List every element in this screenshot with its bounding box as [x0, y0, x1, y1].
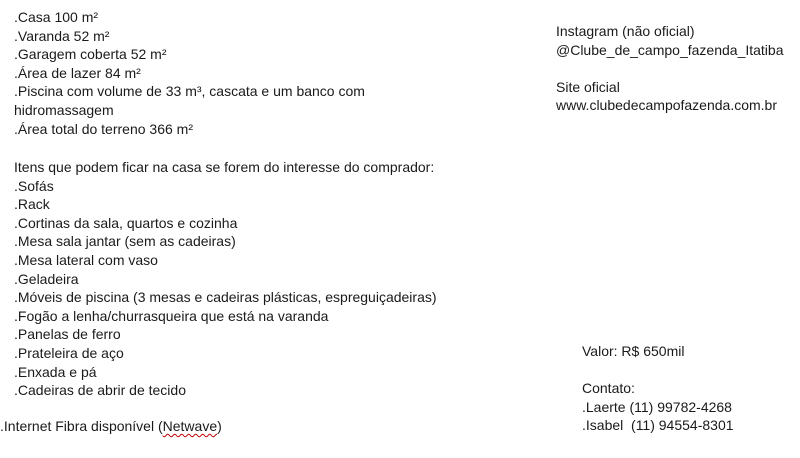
contact-label: Contato:: [582, 380, 635, 396]
feature-item: .Varanda 52 m²: [14, 27, 110, 44]
social-links: [556, 22, 784, 115]
contact-info: [582, 379, 734, 435]
spacer: [556, 59, 784, 78]
feature-item: .Área de lazer 84 m²: [14, 64, 141, 81]
internet-suffix: ): [217, 418, 222, 434]
feature-item: .Casa 100 m²: [14, 9, 99, 25]
included-item: .Sofás: [14, 177, 54, 194]
included-item: .Mesa sala jantar (sem as cadeiras): [14, 233, 236, 250]
feature-item: .Área total do terreno 366 m²: [14, 120, 193, 137]
included-item: .Cortinas da sala, quartos e cozinha: [14, 214, 238, 231]
internet-availability: [0, 417, 222, 436]
included-item: .Fogão a lenha/churrasqueira que está na varanda: [14, 307, 329, 324]
contact-person: .Laerte (11) 99782-4268: [582, 398, 732, 415]
price: [582, 342, 684, 361]
features-list: [14, 8, 365, 138]
included-item: .Prateleira de aço: [14, 344, 124, 361]
included-item: .Mesa lateral com vaso: [14, 251, 158, 268]
included-item: .Panelas de ferro: [14, 326, 121, 343]
internet-prefix: .Internet Fibra disponível (: [0, 418, 163, 434]
included-item: .Rack: [14, 196, 50, 213]
feature-item: .Piscina com volume de 33 m³, cascata e um banco com: [14, 83, 365, 100]
included-item: .Geladeira: [14, 270, 79, 287]
items-heading: Itens que podem ficar na casa se forem do interesse do comprador:: [14, 159, 435, 175]
price-value: Valor: R$ 650mil: [582, 343, 685, 359]
site-label: Site oficial: [556, 78, 620, 95]
included-item: .Móveis de piscina (3 mesas e cadeiras plásticas, espreguiçadeiras): [14, 289, 437, 306]
included-item: .Enxada e pá: [14, 363, 97, 380]
included-item: .Cadeiras de abrir de tecido: [14, 382, 186, 399]
instagram-handle: @Clube_de_campo_fazenda_Itatiba: [556, 41, 784, 58]
feature-item: .Garagem coberta 52 m²: [14, 46, 167, 63]
instagram-label: Instagram (não oficial): [556, 23, 695, 39]
internet-provider: Netwave: [162, 418, 218, 434]
feature-item: hidromassagem: [14, 101, 114, 118]
contact-person: .Isabel (11) 94554-8301: [582, 417, 734, 434]
included-items-section: [14, 158, 437, 400]
site-url: www.clubedecampofazenda.com.br: [556, 97, 778, 114]
